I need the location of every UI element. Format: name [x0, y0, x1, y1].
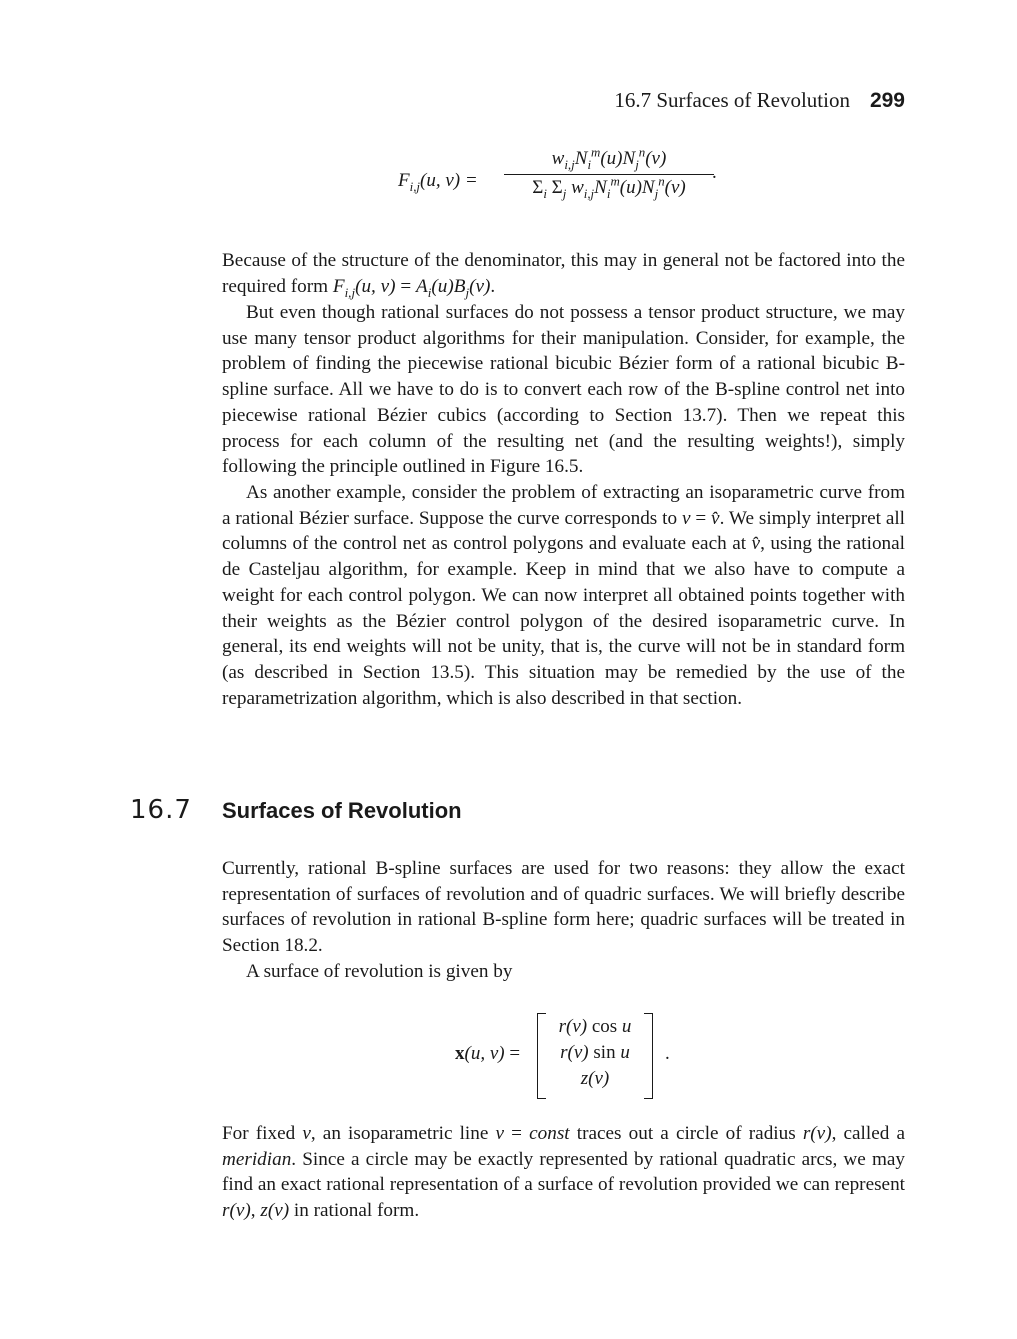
matrix-row: r(v) cos u: [558, 1016, 632, 1037]
paragraph-tensor-product: But even though rational surfaces do not possess a tensor product structure, we may use many tensor product algorithms for their manipulation. Consider, for example, the problem of finding the piecewise rational bicubic Bézier form of a rational bicubic B-spline surface. All we have to do is to convert each row of the B-spline control net into piecewise rational Bézier cubics (according to Section 13.7). Then we repeat this process for each column of the resulting net (and the resulting weights!), simply following the principle outlined in Figure 16.5.: [222, 302, 905, 478]
running-head-section: 16.7 Surfaces of Revolution: [614, 88, 850, 112]
paragraph-surface-intro: A surface of revolution is given by: [246, 961, 513, 982]
equation-rational-lhs: $F_{i,j}(u$, v) =: [398, 170, 478, 194]
section-number: 16.7: [130, 795, 192, 825]
equation-revolution-period: .: [665, 1043, 670, 1064]
paragraph-denominator-structure: Because of the structure of the denominator, this may in general not be factored into the required form $F_{i,j}(u$, $v) = A_i(u)B_j(v)$.: [222, 250, 905, 300]
equation-rational-fraction: [504, 144, 714, 201]
left-bracket: [537, 1013, 546, 1099]
page-number: 299: [869, 89, 905, 112]
paragraph-meridian: For fixed v, an isoparametric line v = const traces out a circle of radius r(v), called a meridian. Since a circle may be exactly represented by rational quadratic arcs, we may find an exact rational representation of a surface of revolution provided we can represent r(v), z(v) in rational form.: [222, 1123, 905, 1222]
matrix-row: r(v) sin u: [560, 1042, 630, 1063]
paragraph-rational-bspline-reasons: Currently, rational B-spline surfaces are used for two reasons: they allow the exact representation of surfaces of revolution and of quadric surfaces. We will briefly describe surfaces of revolution in rational B-spline form here; quadric surfaces will be treated in Section 18.2.: [222, 858, 905, 957]
equation-rational-lhs-subscript: i,j: [409, 178, 421, 194]
paragraph-isoparametric: As another example, consider the problem of extracting an isoparametric curve from a rational Bézier surface. Suppose the curve corresponds to v = v̂. We simply interpret all columns of the control net as control polygons and evaluate each at v̂, using the rational de Casteljau algorithm, for example. Keep in mind that we also have to compute a weight for each control polygon. We can now interpret all obtained points together with their weights as the Bézier control polygon of the desired isoparametric curve. In general, its end weights will not be unity, that is, the curve will not be in standard form (as described in Section 13.5). This situation may be remedied by the use of the reparametrization algorithm, which is also described in that section.: [222, 482, 906, 709]
equation-rational-period: .: [712, 162, 717, 183]
section-title: Surfaces of Revolution: [222, 798, 462, 823]
matrix-row: z(v): [580, 1068, 610, 1089]
equation-revolution-lhs: x(u, v) =: [455, 1043, 521, 1064]
equation-revolution-matrix: [537, 1013, 653, 1099]
running-head: [614, 88, 905, 113]
equation-numerator: $w_{i,j}N_i^m(u)N_j^n(v)$: [551, 144, 667, 172]
fraction-bar: [504, 174, 714, 175]
right-bracket: [644, 1013, 653, 1099]
equation-denominator: $\Sigma_i$ $\Sigma_j$ $w_{i,j}N_i^m(u)N_j^n(v)$: [532, 173, 686, 201]
